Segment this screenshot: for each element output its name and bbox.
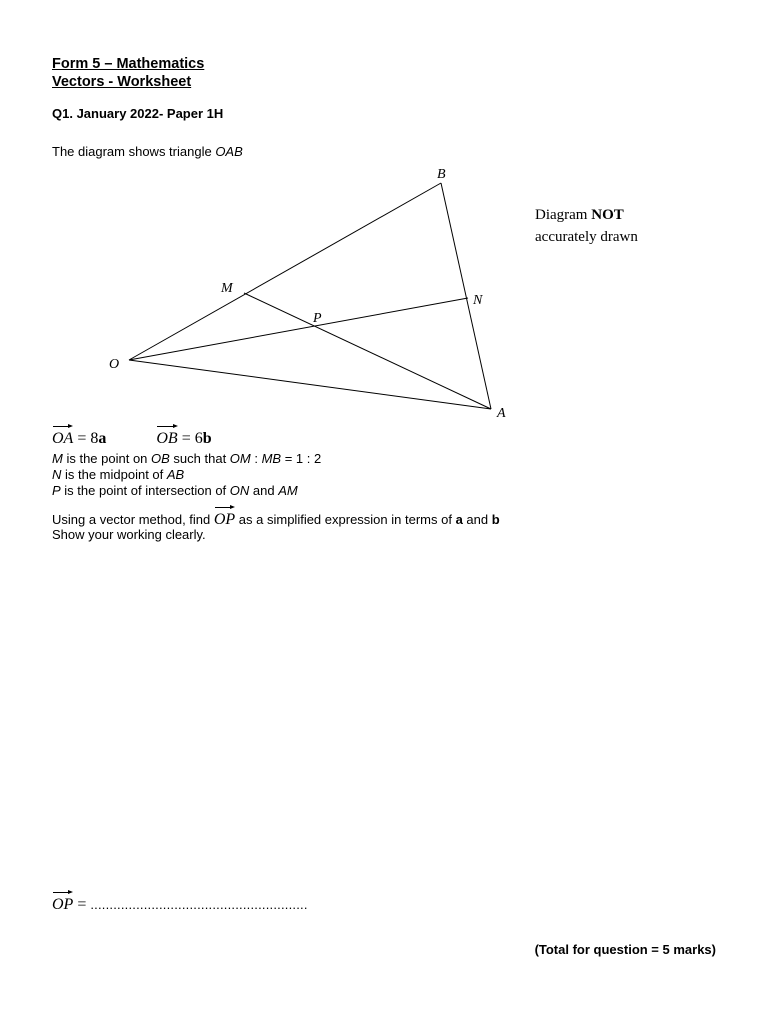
instruction-line1: Using a vector method, find OP as a simplified expression in terms of a and b: [52, 505, 500, 529]
diagram-note-line2: accurately drawn: [535, 229, 638, 245]
worksheet-subtitle: Vectors - Worksheet: [52, 74, 192, 90]
answer-line: OP = .........................................................: [52, 890, 308, 914]
instruction-line2: Show your working clearly.: [52, 527, 206, 542]
vector-arrow-icon: [214, 505, 235, 511]
side-ob: [129, 183, 441, 360]
vector-ob: OB: [156, 424, 177, 448]
line-on: [129, 298, 468, 360]
side-oa: [129, 360, 491, 409]
total-marks: (Total for question = 5 marks): [534, 942, 716, 957]
vector-arrow-icon: [52, 424, 73, 430]
diagram-note-line1: Diagram NOT: [535, 207, 624, 223]
vector-arrow-icon: [52, 890, 73, 896]
definition-n: N is the midpoint of AB: [52, 467, 185, 482]
label-b: B: [437, 167, 446, 182]
answer-blank[interactable]: .........................................................: [90, 897, 308, 912]
question-heading: Q1. January 2022- Paper 1H: [52, 106, 224, 121]
label-a: A: [497, 406, 506, 421]
worksheet-title: Form 5 – Mathematics: [52, 56, 205, 72]
line-am: [244, 293, 491, 409]
label-m: M: [221, 281, 233, 296]
label-n: N: [473, 293, 483, 308]
side-ab: [441, 183, 491, 409]
intro-triangle-name: OAB: [215, 144, 243, 159]
triangle-diagram: [0, 0, 768, 430]
vector-oa: OA: [52, 424, 73, 448]
vector-arrow-icon: [156, 424, 177, 430]
definition-p: P is the point of intersection of ON and AM: [52, 483, 298, 498]
answer-vector-op: OP: [52, 890, 73, 914]
vector-op: OP: [214, 505, 235, 529]
definition-m: M is the point on OB such that OM : MB = 1 : 2: [52, 451, 322, 466]
intro-text: The diagram shows triangle: [52, 144, 216, 159]
vector-definitions: OA = 8a OB = 6b: [52, 424, 212, 448]
label-p: P: [313, 311, 322, 326]
label-o: O: [109, 357, 120, 372]
